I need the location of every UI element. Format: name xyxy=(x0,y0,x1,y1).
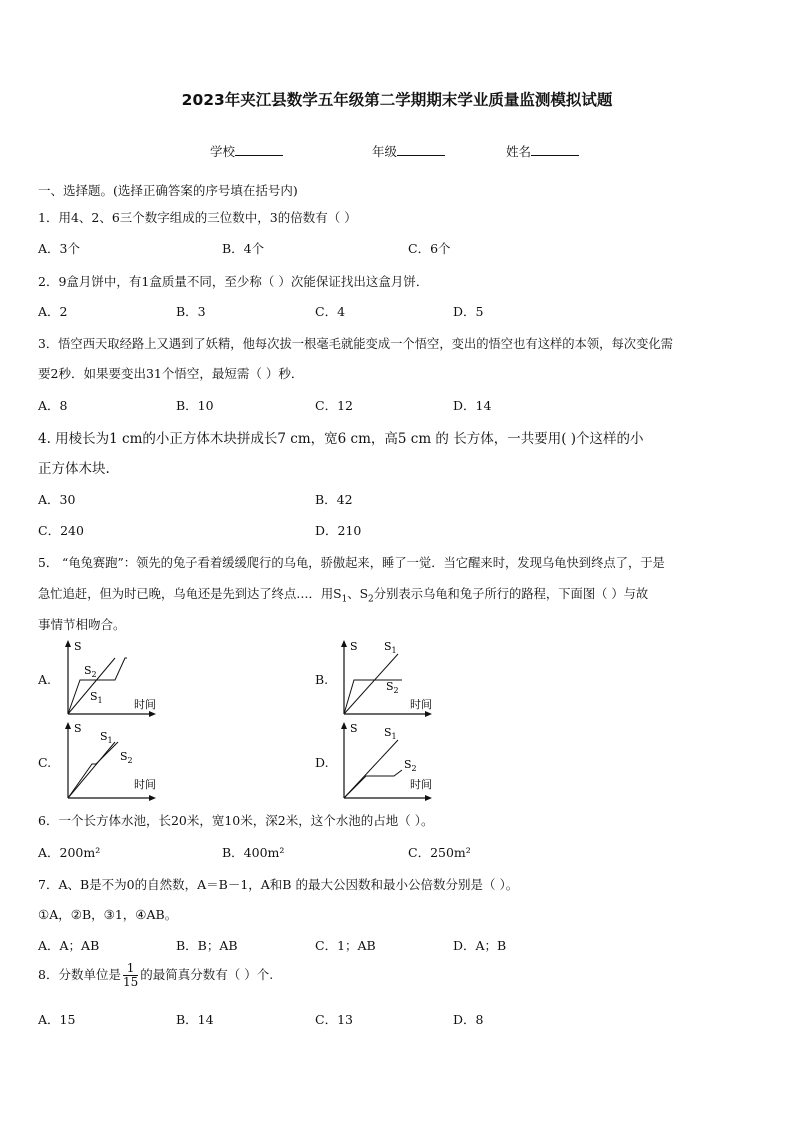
graph-b-s1-sub: 1 xyxy=(391,646,397,655)
q7-option-d[interactable]: D．A；B xyxy=(453,938,507,953)
q6-option-b[interactable]: B．400m² xyxy=(222,845,285,860)
q7-option-b[interactable]: B．B；AB xyxy=(176,938,238,953)
graph-d-x-arrow xyxy=(425,795,432,801)
question-4-line-2: 正方体木块. xyxy=(38,461,110,477)
graph-b-s2-s: S xyxy=(386,680,394,693)
page-title: 2023年夹江县数学五年级第二学期期末学业质量监测模拟试题 xyxy=(181,91,613,109)
graph-a-s1-label xyxy=(90,690,103,705)
name-label: 姓名 xyxy=(506,144,532,159)
graph-b-label[interactable]: B. xyxy=(315,672,329,687)
q5-text-c: 分别表示乌龟和兔子所行的路程，下面图（ ）与故 xyxy=(373,587,649,601)
question-2: 2．9盒月饼中，有1盒质量不同，至少称（ ）次能保证找出这盒月饼． xyxy=(38,274,429,289)
q4-option-a[interactable]: A．30 xyxy=(38,492,76,507)
graph-d-s2-s: S xyxy=(404,758,412,771)
graph-c-label[interactable]: C. xyxy=(38,755,52,770)
q7-option-c[interactable]: C．1；AB xyxy=(315,938,376,953)
question-6: 6．一个长方体水池，长20米，宽10米，深2米，这个水池的占地（ ）。 xyxy=(38,813,434,828)
graph-c-s1-sub: 1 xyxy=(107,736,113,745)
graph-d-y-label: S xyxy=(350,722,358,735)
q8-fraction xyxy=(123,962,138,989)
graph-d-s1-sub: 1 xyxy=(391,732,397,741)
q6-option-c[interactable]: C．250m² xyxy=(408,845,471,860)
q4-option-b[interactable]: B．42 xyxy=(315,492,353,507)
q8-text-post: 的最简真分数有（ ）个. xyxy=(140,967,274,982)
name-field xyxy=(506,142,579,160)
section-heading: 一、选择题。(选择正确答案的序号填在括号内) xyxy=(38,183,298,198)
graph-d-s1-label xyxy=(384,726,397,741)
graph-d-y-arrow xyxy=(341,722,347,729)
question-1: 1．用4、2、6三个数字组成的三位数中，3的倍数有（ ） xyxy=(38,210,357,225)
graph-b-s1-label xyxy=(384,640,397,655)
graph-d-s2-sub: 2 xyxy=(411,764,417,773)
q2-option-c[interactable]: C．4 xyxy=(315,304,346,319)
graph-c-y-label: S xyxy=(74,722,82,735)
graph-a-label[interactable]: A. xyxy=(38,672,52,687)
graph-c-s2-s: S xyxy=(120,750,128,763)
graph-d[interactable] xyxy=(336,720,446,802)
q2-option-d[interactable]: D．5 xyxy=(453,304,484,319)
q1-option-a[interactable]: A．3个 xyxy=(38,241,80,256)
q2-option-a[interactable]: A．2 xyxy=(38,304,68,319)
q5-sub-1: 1 xyxy=(341,594,348,605)
q5-sub-2: 2 xyxy=(368,594,374,605)
school-field xyxy=(210,142,283,160)
name-blank[interactable] xyxy=(531,143,579,156)
q1-option-c[interactable]: C．6个 xyxy=(408,241,451,256)
q7-option-a[interactable]: A．A；AB xyxy=(38,938,100,953)
graph-c-s2-sub: 2 xyxy=(127,756,133,765)
question-5-line-1: 5． “龟兔赛跑”：领先的兔子看着缓缓爬行的乌龟，骄傲起来，睡了一觉．当它醒来时，发现乌龟快到终点了，于是 xyxy=(38,556,665,570)
graph-b[interactable] xyxy=(336,638,446,718)
graph-d-x-label: 时间 xyxy=(410,778,432,791)
graph-b-y-arrow xyxy=(341,640,347,647)
q8-denominator: 15 xyxy=(122,975,139,989)
q5-text-a: 急忙追赶，但为时已晚，乌龟还是先到达了终点…．用S xyxy=(38,587,342,601)
graph-c-s1-label xyxy=(100,730,113,745)
question-8 xyxy=(38,962,273,989)
graph-a-y-arrow xyxy=(65,640,71,647)
question-4-line-1: 4. 用棱长为1 cm的小正方体木块拼成长7 cm，宽6 cm，高5 cm 的 长方体，一共要用( )个这样的小 xyxy=(38,431,644,447)
graph-c-x-label: 时间 xyxy=(134,778,156,791)
q8-numerator: 1 xyxy=(123,962,138,976)
graph-b-x-arrow xyxy=(425,711,432,717)
q6-option-a[interactable]: A．200m² xyxy=(38,845,101,860)
q4-option-c[interactable]: C．240 xyxy=(38,523,84,538)
grade-field xyxy=(372,142,445,160)
q2-option-b[interactable]: B．3 xyxy=(176,304,206,319)
q8-option-a[interactable]: A．15 xyxy=(38,1012,76,1027)
q4-option-d[interactable]: D．210 xyxy=(315,523,362,538)
q8-option-b[interactable]: B．14 xyxy=(176,1012,214,1027)
q3-option-d[interactable]: D．14 xyxy=(453,398,492,413)
q3-option-b[interactable]: B．10 xyxy=(176,398,214,413)
question-3-line-1: 3．悟空西天取经路上又遇到了妖精，他每次拔一根毫毛就能变成一个悟空，变出的悟空也有这样的本领，每次变化需 xyxy=(38,337,673,351)
graph-a-s2-label xyxy=(84,664,97,679)
grade-label: 年级 xyxy=(372,144,398,159)
q3-option-c[interactable]: C．12 xyxy=(315,398,353,413)
graph-d-label[interactable]: D. xyxy=(315,755,329,770)
graph-a[interactable] xyxy=(60,638,170,718)
graph-a-x-label: 时间 xyxy=(134,698,156,711)
graph-d-s2-line xyxy=(344,770,402,798)
graph-c-s1-s: S xyxy=(100,730,108,743)
graph-a-s2-sub: 2 xyxy=(91,670,97,679)
question-3-line-2: 要2秒．如果要变出31个悟空，最短需（ ）秒． xyxy=(38,366,304,381)
q1-option-b[interactable]: B．4个 xyxy=(222,241,265,256)
q5-text-b: 、S xyxy=(347,587,369,601)
q8-text-pre: 8．分数单位是 xyxy=(38,967,121,982)
graph-c[interactable] xyxy=(60,720,170,802)
graph-b-s2-label xyxy=(386,680,399,695)
question-7: 7．A、B是不为0的自然数，A＝B－1，A和B 的最大公因数和最小公倍数分别是（ ）。 xyxy=(38,877,519,892)
q3-option-a[interactable]: A．8 xyxy=(38,398,68,413)
graph-b-s1-s: S xyxy=(384,640,392,653)
graph-b-y-label: S xyxy=(350,640,358,653)
question-5-line-2 xyxy=(38,584,648,604)
grade-blank[interactable] xyxy=(397,143,445,156)
q7-choices: ①A，②B，③1，④AB。 xyxy=(38,907,178,922)
q8-option-c[interactable]: C．13 xyxy=(315,1012,353,1027)
graph-a-s2-line xyxy=(68,658,127,714)
graph-a-y-label: S xyxy=(74,640,82,653)
graph-a-s1-sub: 1 xyxy=(97,696,103,705)
graph-a-x-arrow xyxy=(149,711,156,717)
school-label: 学校 xyxy=(210,144,236,159)
graph-d-s2-label xyxy=(404,758,417,773)
graph-d-s1-s: S xyxy=(384,726,392,739)
graph-c-s2-label xyxy=(120,750,133,765)
graph-c-s2-line xyxy=(68,742,115,798)
graph-a-s2-s: S xyxy=(84,664,92,677)
graph-b-s2-sub: 2 xyxy=(393,686,399,695)
school-blank[interactable] xyxy=(235,143,283,156)
question-5-line-3: 事情节相吻合。 xyxy=(38,617,126,632)
graph-a-s1-s: S xyxy=(90,690,98,703)
graph-c-x-arrow xyxy=(149,795,156,801)
graph-c-y-arrow xyxy=(65,722,71,729)
q8-option-d[interactable]: D．8 xyxy=(453,1012,484,1027)
graph-b-x-label: 时间 xyxy=(410,698,432,711)
